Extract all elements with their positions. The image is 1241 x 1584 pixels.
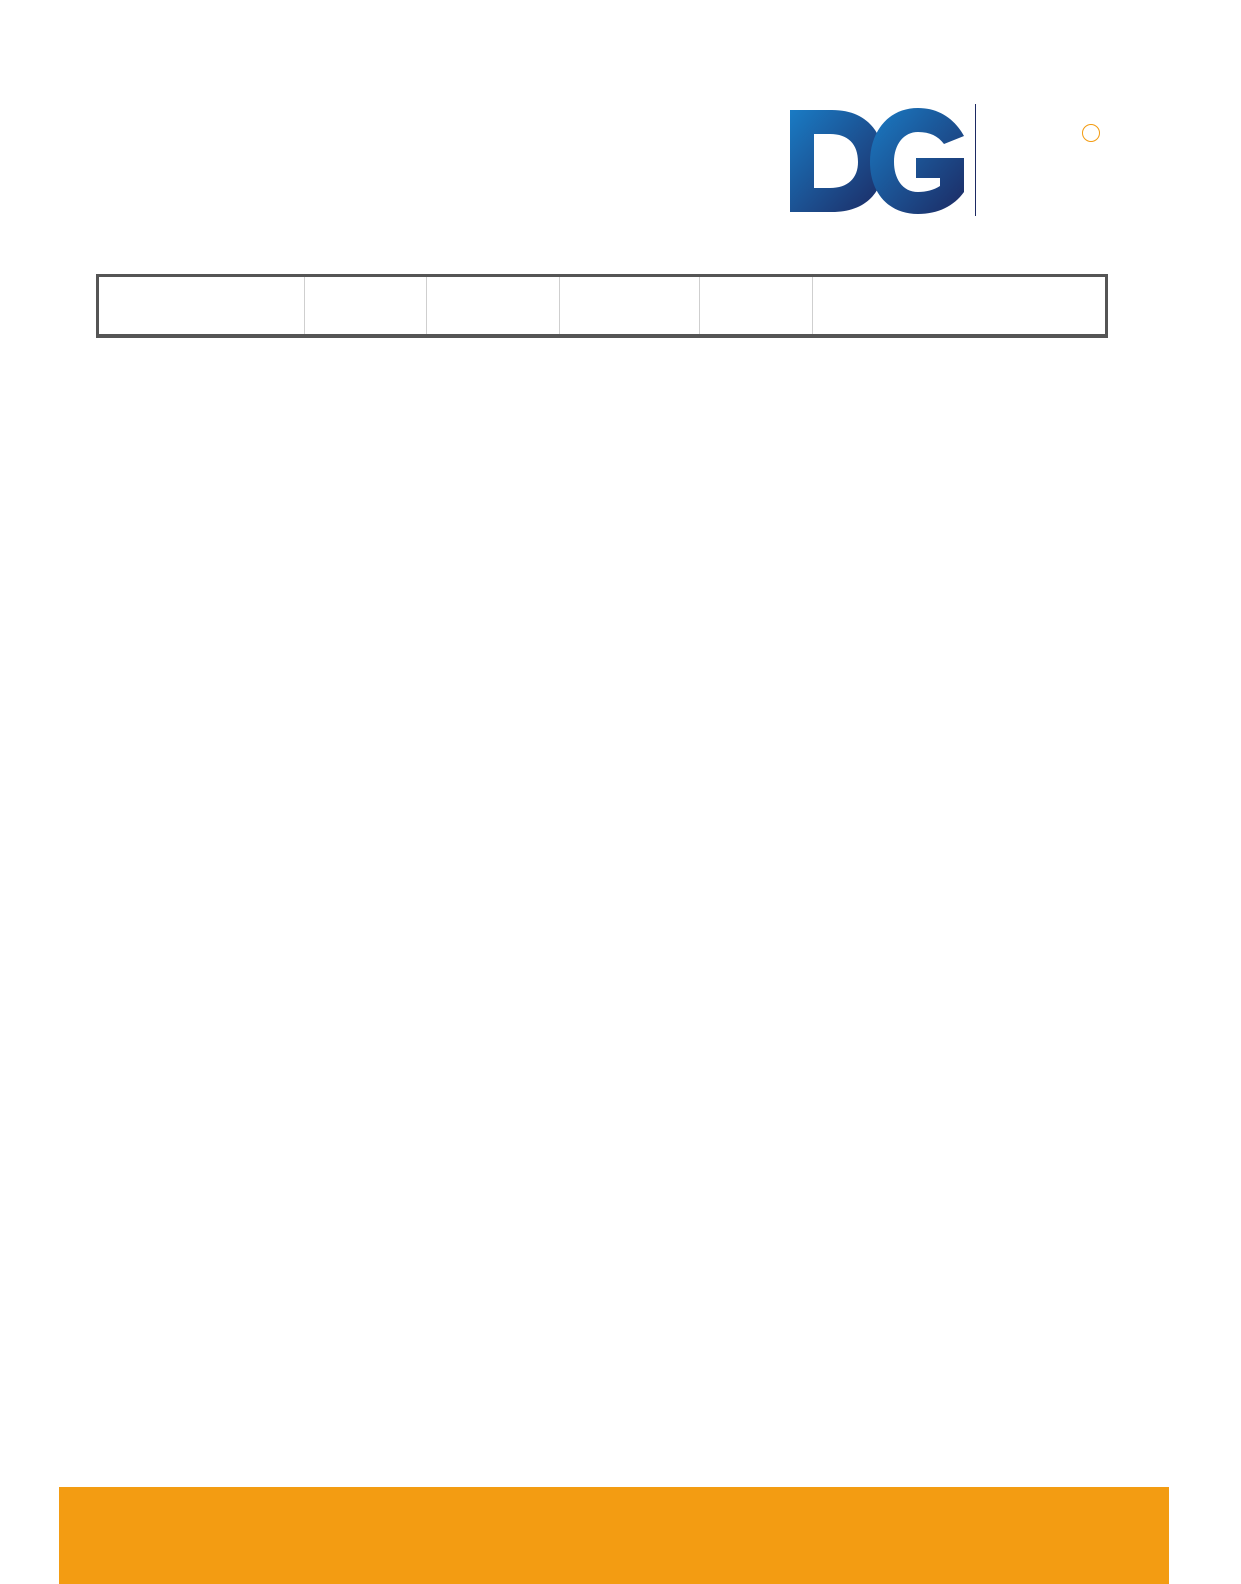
footer-bar — [59, 1487, 1169, 1584]
header-image — [813, 276, 1107, 337]
truck-dimensions-table — [96, 274, 1108, 338]
company-logo — [780, 100, 1110, 250]
registered-mark-icon — [1082, 124, 1100, 142]
dg-logo-icon — [788, 106, 968, 216]
header-width — [427, 276, 560, 337]
header-length — [305, 276, 427, 337]
table-header-row — [98, 276, 1107, 337]
header-height — [560, 276, 700, 337]
logo-divider — [975, 104, 976, 216]
header-type — [98, 276, 305, 337]
header-volume — [700, 276, 813, 337]
